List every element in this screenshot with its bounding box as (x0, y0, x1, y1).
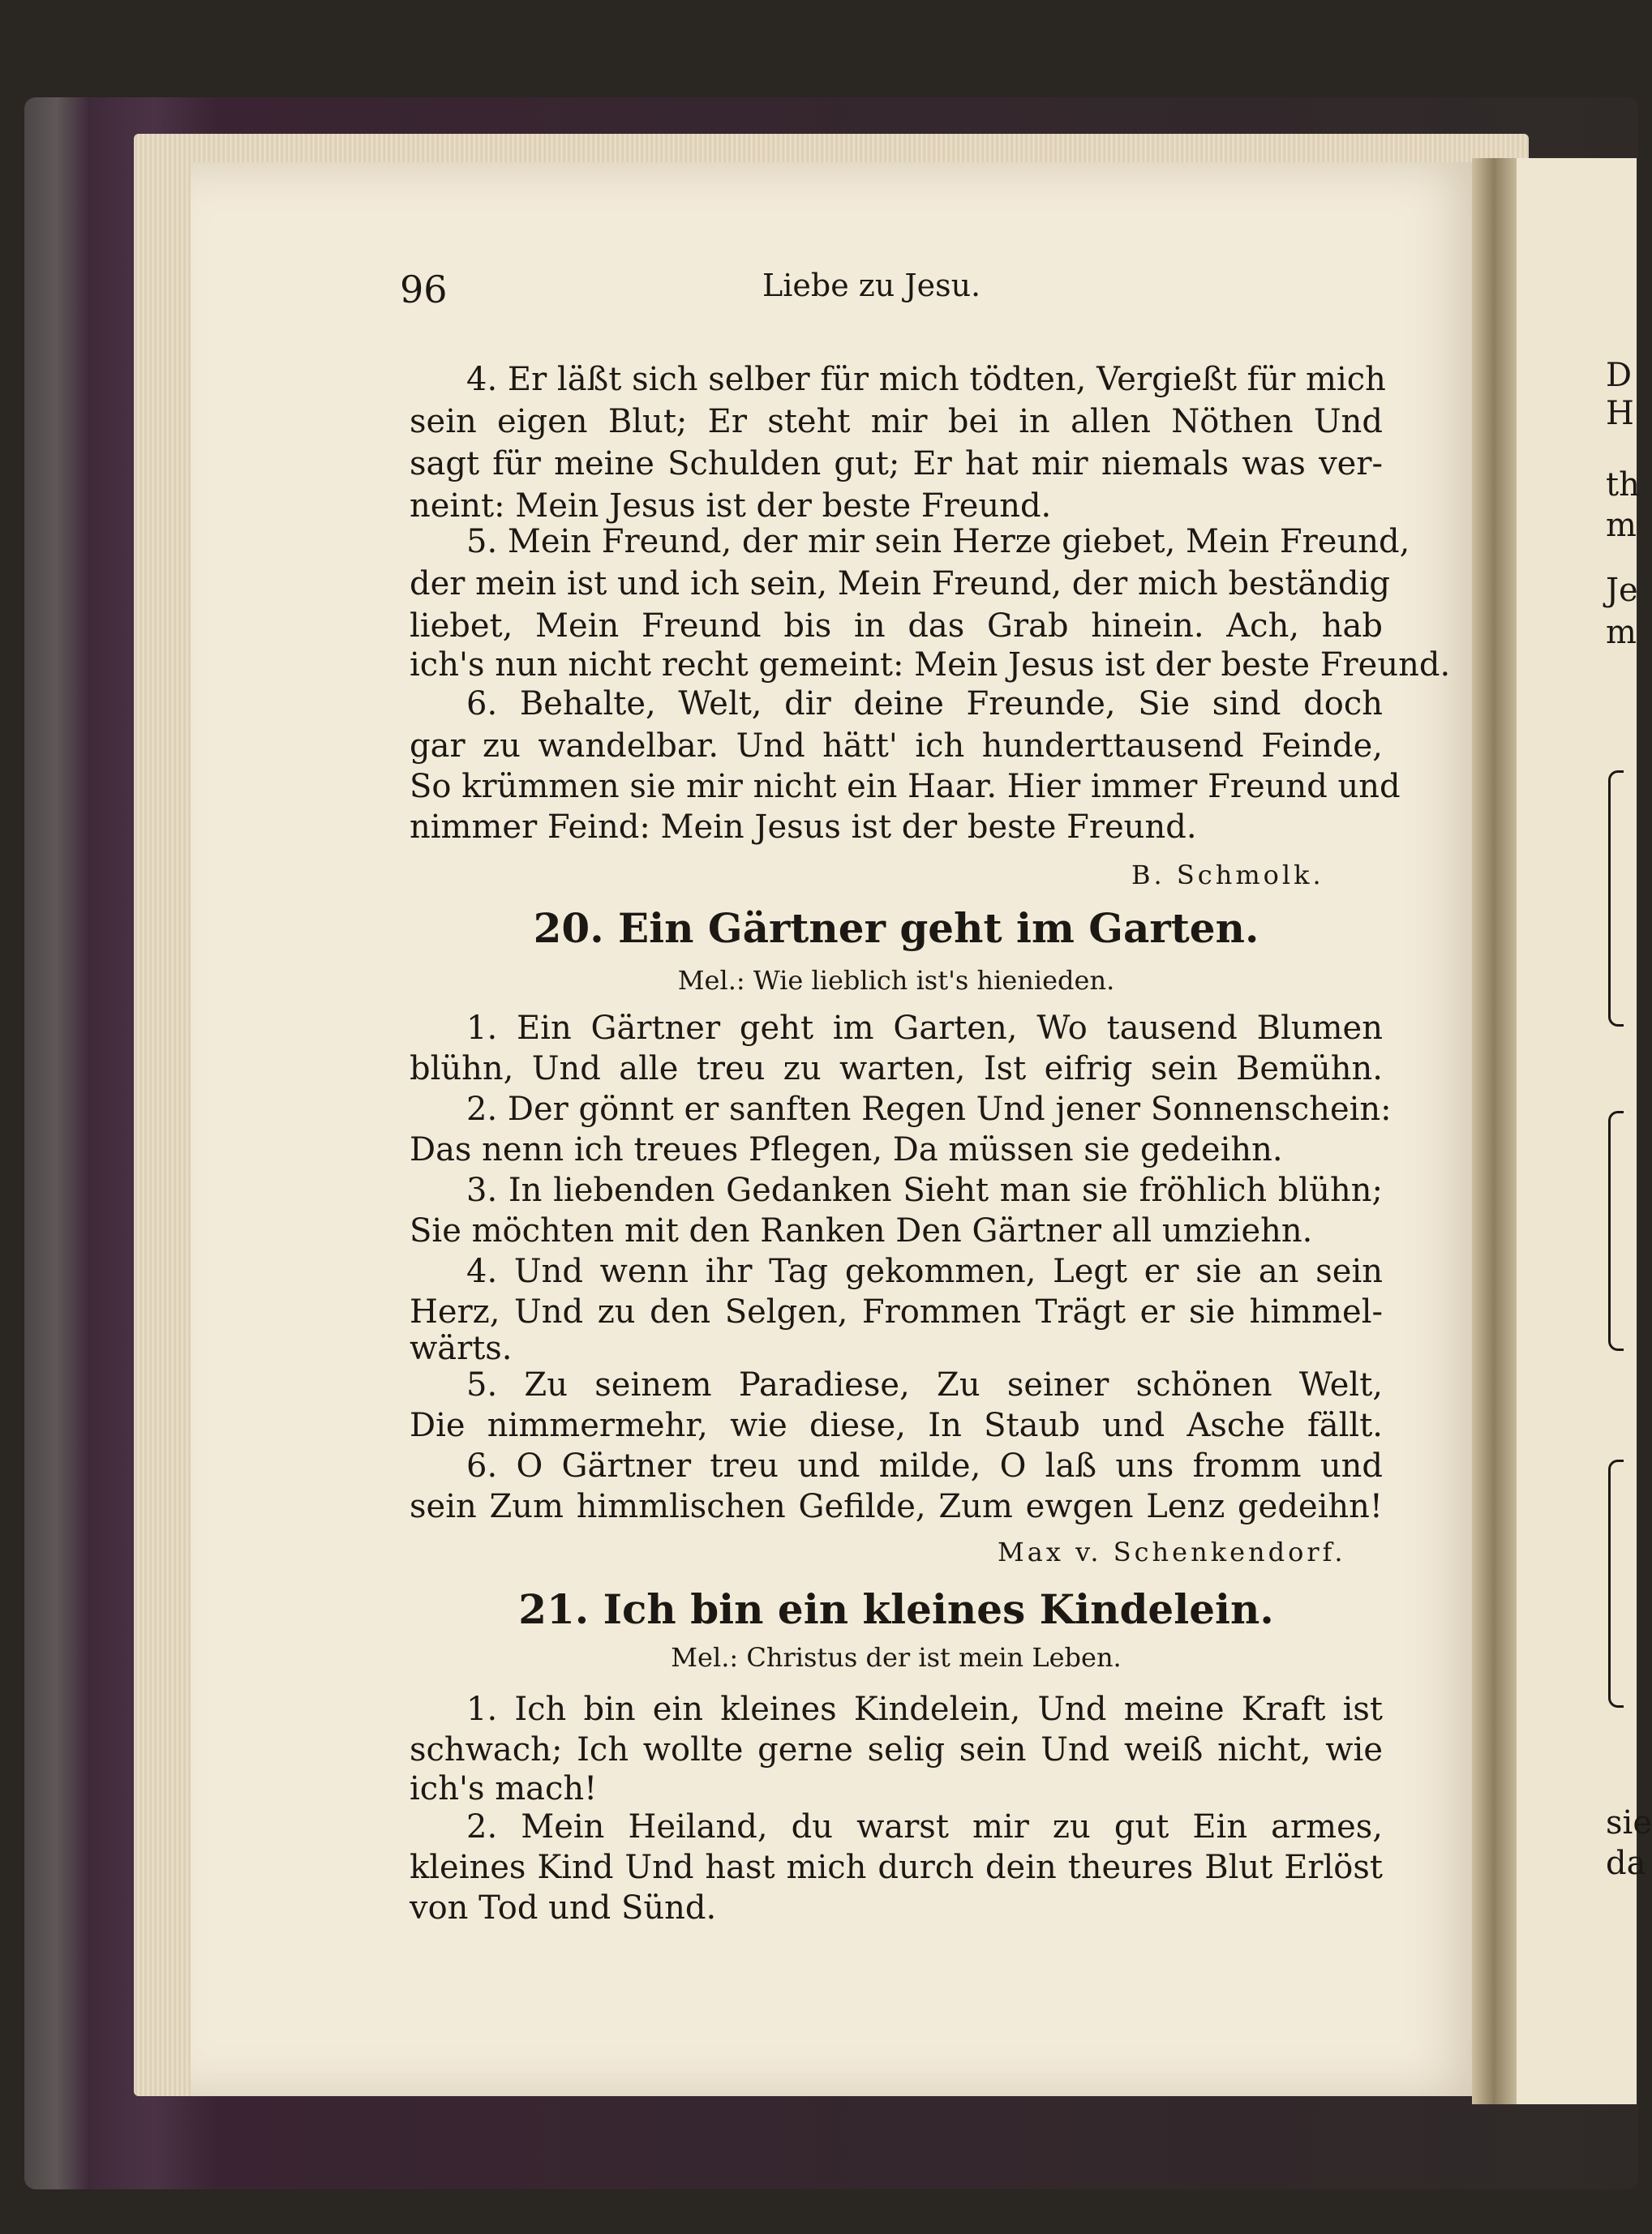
text-line: gar zu wandelbar. Und hätt' ich hunderttausend Feinde, (410, 727, 1383, 765)
text-line: 6. O Gärtner treu und milde, O laß uns fromm und (466, 1447, 1383, 1485)
text-line: von Tod und Sünd. (410, 1889, 717, 1927)
text-line: 1. Ein Gärtner geht im Garten, Wo tausend Blumen (466, 1010, 1383, 1047)
music-brace (1608, 1111, 1624, 1351)
author-credit: B. Schmolk. (1131, 860, 1324, 890)
text-line: 6. Behalte, Welt, dir deine Freunde, Sie sind doch (466, 685, 1383, 723)
text-line: 4. Er läßt sich selber für mich tödten, Vergießt für mich (466, 361, 1386, 398)
text-line: wärts. (410, 1330, 513, 1367)
text-line: 5. Mein Freund, der mir sein Herze giebet, Mein Freund, (466, 523, 1410, 560)
text-line: liebet, Mein Freund bis in das Grab hinein. Ach, hab (410, 607, 1383, 645)
text-line: 4. Und wenn ihr Tag gekommen, Legt er sie an sein (466, 1253, 1383, 1290)
next-page-fragment: m (1606, 614, 1637, 651)
next-page-fragment: sie (1606, 1804, 1652, 1842)
text-line: ich's nun nicht recht gemeint: Mein Jesus ist der beste Freund. (410, 646, 1451, 684)
hymn-title: 21. Ich bin ein kleines Kindelein. (518, 1585, 1274, 1633)
text-line: 5. Zu seinem Paradiese, Zu seiner schönen Welt, (466, 1366, 1383, 1404)
text-line: So krümmen sie mir nicht ein Haar. Hier immer Freund und (410, 768, 1401, 805)
next-page-fragment: Je (1606, 572, 1638, 609)
hymn-title: 20. Ein Gärtner geht im Garten. (533, 904, 1259, 952)
next-page-fragment: da (1606, 1845, 1646, 1882)
text-line: schwach; Ich wollte gerne selig sein Und weiß nicht, wie (410, 1731, 1383, 1769)
text-line: der mein ist und ich sein, Mein Freund, der mich beständig (410, 565, 1391, 602)
text-line: 2. Der gönnt er sanften Regen Und jener Sonnenschein: (466, 1091, 1392, 1128)
page-number: 96 (400, 268, 448, 311)
next-page-fragment: th (1606, 466, 1640, 504)
text-line: Sie möchten mit den Ranken Den Gärtner all umziehn. (410, 1212, 1313, 1250)
text-line: 3. In liebenden Gedanken Sieht man sie fröhlich blühn; (466, 1172, 1383, 1209)
music-brace (1608, 1460, 1624, 1708)
text-line: neint: Mein Jesus ist der beste Freund. (410, 487, 1052, 525)
author-credit: Max v. Schenkendorf. (998, 1537, 1346, 1567)
text-line: Herz, Und zu den Selgen, Frommen Trägt er sie himmel- (410, 1293, 1383, 1331)
text-line: 2. Mein Heiland, du warst mir zu gut Ein armes, (466, 1808, 1383, 1846)
text-line: blühn, Und alle treu zu warten, Ist eifrig sein Bemühn. (410, 1050, 1383, 1087)
music-brace (1608, 770, 1624, 1027)
melody-note: Mel.: Wie lieblich ist's hienieden. (677, 965, 1115, 996)
text-line: 1. Ich bin ein kleines Kindelein, Und meine Kraft ist (466, 1691, 1383, 1728)
text-line: nimmer Feind: Mein Jesus ist der beste Freund. (410, 808, 1197, 846)
next-page-fragment: H (1606, 395, 1634, 432)
next-page-fragment: D (1606, 357, 1633, 394)
text-line: Die nimmermehr, wie diese, In Staub und Asche fällt. (410, 1407, 1383, 1444)
melody-note: Mel.: Christus der ist mein Leben. (671, 1642, 1122, 1673)
book-gutter (1472, 158, 1521, 2104)
next-page-fragment: m (1606, 507, 1637, 544)
text-line: sagt für meine Schulden gut; Er hat mir niemals was ver- (410, 445, 1383, 482)
text-line: kleines Kind Und hast mich durch dein theures Blut Erlöst (410, 1849, 1383, 1886)
text-line: sein eigen Blut; Er steht mir bei in allen Nöthen Und (410, 403, 1383, 440)
text-line: ich's mach! (410, 1770, 598, 1807)
running-title: Liebe zu Jesu. (762, 268, 981, 303)
text-line: Das nenn ich treues Pflegen, Da müssen sie gedeihn. (410, 1131, 1283, 1168)
text-line: sein Zum himmlischen Gefilde, Zum ewgen Lenz gedeihn! (410, 1488, 1383, 1525)
